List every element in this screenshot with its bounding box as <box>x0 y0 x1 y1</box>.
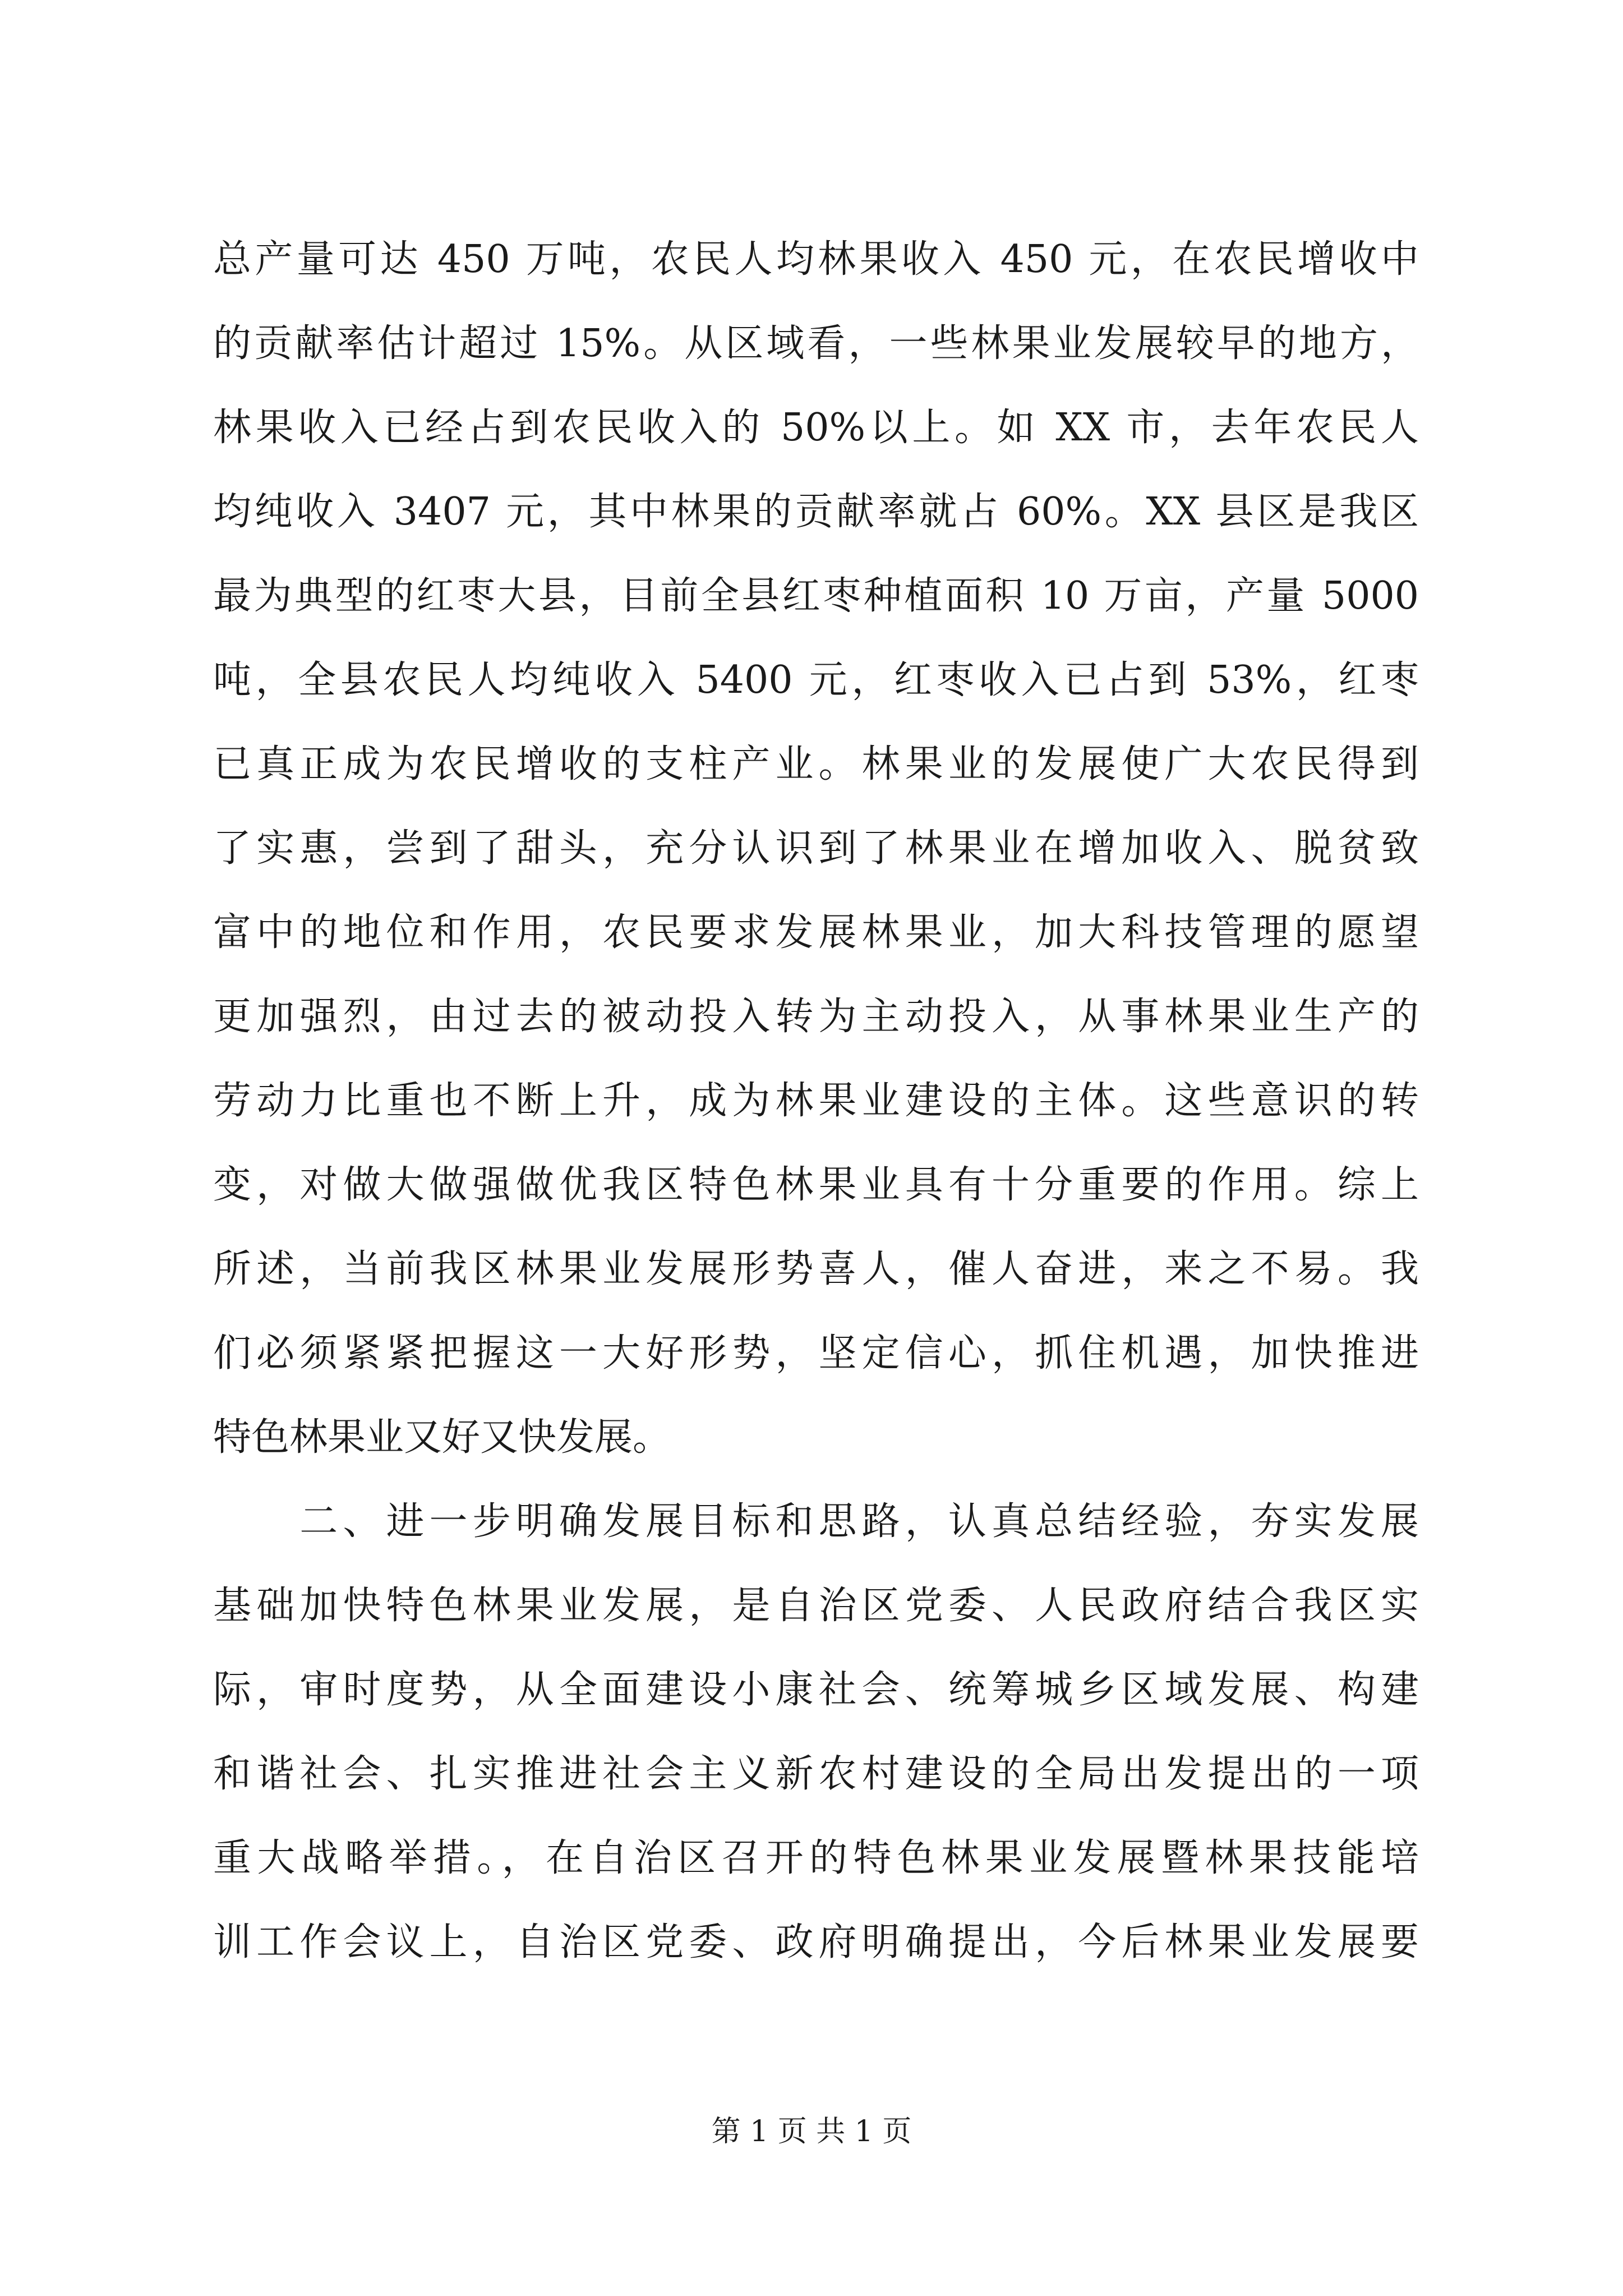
text-line: 重大战略举措。，在自治区召开的特色林果业发展暨林果技能培 <box>213 1836 1419 1880</box>
paragraph-heading-line: 二、进一步明确发展目标和思路，认真总结经验，夯实发展 <box>213 1499 1419 1544</box>
text-line: 已真正成为农民增收的支柱产业。林果业的发展使广大农民得到 <box>213 742 1419 786</box>
text-line: 均纯收入 3407 元，其中林果的贡献率就占 60%。XX 县区是我区 <box>213 490 1419 534</box>
text-line: 际，审时度势，从全面建设小康社会、统筹城乡区域发展、构建 <box>213 1668 1419 1712</box>
text-line: 和谐社会、扎实推进社会主义新农村建设的全局出发提出的一项 <box>213 1752 1419 1796</box>
text-line: 训工作会议上，自治区党委、政府明确提出，今后林果业发展要 <box>213 1920 1419 1964</box>
text-line: 基础加快特色林果业发展，是自治区党委、人民政府结合我区实 <box>213 1584 1419 1628</box>
text-line: 们必须紧紧把握这一大好形势，坚定信心，抓住机遇，加快推进 <box>213 1331 1419 1375</box>
text-line: 劳动力比重也不断上升，成为林果业建设的主体。这些意识的转 <box>213 1079 1419 1123</box>
text-line: 林果收入已经占到农民收入的 50%以上。如 XX 市，去年农民人 <box>213 406 1419 450</box>
text-line: 富中的地位和作用，农民要求发展林果业，加大科技管理的愿望 <box>213 910 1419 955</box>
text-line: 总产量可达 450 万吨，农民人均林果收入 450 元，在农民增收中 <box>213 237 1419 282</box>
text-line: 吨，全县农民人均纯收入 5400 元，红枣收入已占到 53%，红枣 <box>213 658 1419 702</box>
text-line: 更加强烈，由过去的被动投入转为主动投入，从事林果业生产的 <box>213 995 1419 1039</box>
text-line: 最为典型的红枣大县，目前全县红枣种植面积 10 万亩，产量 5000 <box>213 574 1419 618</box>
text-line: 的贡献率估计超过 15%。从区域看，一些林果业发展较早的地方， <box>213 321 1419 366</box>
text-line: 特色林果业又好又快发展。 <box>213 1415 671 1460</box>
page-footer: 第 1 页 共 1 页 <box>711 2115 912 2148</box>
text-line: 了实惠，尝到了甜头，充分认识到了林果业在增加收入、脱贫致 <box>213 826 1419 871</box>
text-line: 所述，当前我区林果业发展形势喜人，催人奋进，来之不易。我 <box>213 1247 1419 1291</box>
text-line: 变，对做大做强做优我区特色林果业具有十分重要的作用。综上 <box>213 1163 1419 1207</box>
